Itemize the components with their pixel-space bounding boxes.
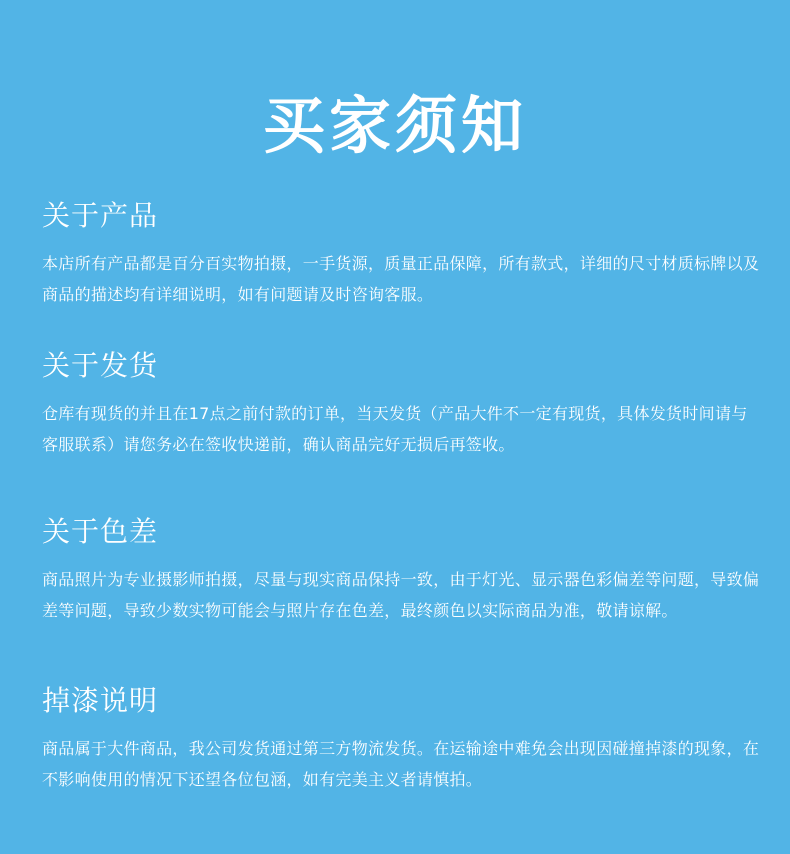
section-heading: 关于产品 <box>42 199 159 232</box>
section-body: 仓库有现货的并且在17点之前付款的订单，当天发货（产品大件不一定有现货，具体发货时间请与客服联系）请您务必在签收快递前，确认商品完好无损后再签收。 <box>42 404 748 454</box>
section-heading: 关于发货 <box>42 349 159 382</box>
section-paint-chipping <box>42 683 762 795</box>
section-body: 商品属于大件商品，我公司发货通过第三方物流发货。在运输途中难免会出现因碰撞掉漆的现象，在不影响使用的情况下还望各位包涵，如有完美主义者请慎拍。 <box>42 739 760 789</box>
section-about-products <box>42 198 762 310</box>
section-about-shipping <box>42 348 762 460</box>
page-title: 买家须知 <box>262 88 527 162</box>
section-about-color-difference <box>42 514 762 626</box>
section-body: 商品照片为专业摄影师拍摄，尽量与现实商品保持一致，由于灯光、显示器色彩偏差等问题，导致偏差等问题，导致少数实物可能会与照片存在色差，最终颜色以实际商品为准，敬请谅解。 <box>42 570 760 620</box>
section-heading: 关于色差 <box>42 515 159 548</box>
section-heading: 掉漆说明 <box>42 684 159 717</box>
section-body: 本店所有产品都是百分百实物拍摄，一手货源，质量正品保障，所有款式，详细的尺寸材质标牌以及商品的描述均有详细说明，如有问题请及时咨询客服。 <box>42 254 760 304</box>
